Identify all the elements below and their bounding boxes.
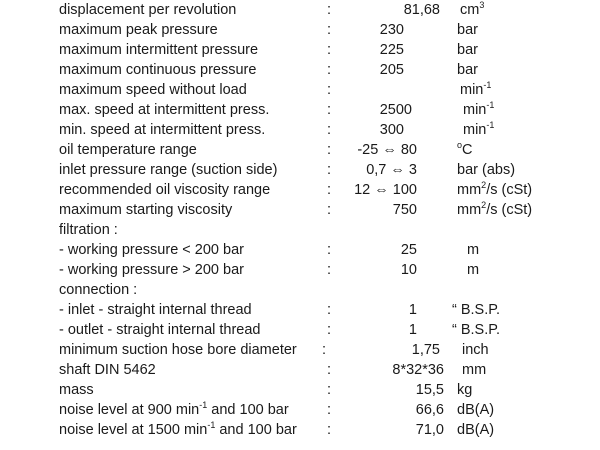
spec-unit: “ B.S.P. [452, 322, 501, 338]
spec-value: 81,68 [403, 2, 440, 18]
spec-row [0, 300, 600, 320]
spec-value: 1 [408, 302, 417, 318]
spec-value: 66,6 [415, 402, 444, 418]
spec-separator: : [327, 82, 332, 98]
spec-unit: mm [462, 362, 487, 378]
spec-row [0, 140, 600, 160]
spec-row [0, 80, 600, 100]
spec-label: maximum continuous pressure [59, 62, 257, 78]
spec-row [0, 120, 600, 140]
spec-label: connection : [59, 282, 138, 298]
spec-row [0, 380, 600, 400]
spec-row [0, 40, 600, 60]
spec-label: - outlet - straight internal thread [59, 322, 261, 338]
spec-row [0, 20, 600, 40]
spec-separator: : [327, 422, 332, 438]
spec-unit: $^o$C [457, 140, 473, 158]
spec-label: noise level at 1500 $\min^{-1}$ and 100 bar [59, 420, 297, 438]
spec-label: noise level at 900 $\min^{-1}$ and 100 bar [59, 400, 289, 418]
spec-label: recommended oil viscosity range [59, 182, 271, 198]
spec-unit: bar [457, 62, 478, 78]
spec-value: 2500 [379, 102, 412, 118]
spec-separator: : [327, 322, 332, 338]
spec-value: 71,0 [415, 422, 444, 438]
spec-label: maximum intermittent pressure [59, 42, 259, 58]
spec-label: min. speed at intermittent press. [59, 122, 266, 138]
spec-value: 8*32*36 [392, 362, 444, 378]
spec-row [0, 320, 600, 340]
spec-label: - working pressure > 200 bar [59, 262, 244, 278]
spec-unit: “ B.S.P. [452, 302, 501, 318]
spec-row [0, 60, 600, 80]
spec-separator: : [327, 142, 332, 158]
spec-label: maximum speed without load [59, 82, 247, 98]
spec-row [0, 280, 600, 300]
spec-unit: $\min^{-1}$ [460, 80, 492, 98]
spec-row [0, 200, 600, 220]
spec-value: 1,75 [411, 342, 440, 358]
spec-row [0, 240, 600, 260]
spec-label: mass [59, 382, 94, 398]
spec-row [0, 100, 600, 120]
spec-separator: : [327, 62, 332, 78]
spec-unit: $mm^2/s$ (cSt) [457, 200, 533, 218]
spec-unit: $cm^3$ [460, 0, 485, 18]
spec-label: maximum peak pressure [59, 22, 218, 38]
spec-row [0, 340, 600, 360]
spec-row [0, 260, 600, 280]
spec-separator: : [327, 262, 332, 278]
spec-row [0, 0, 600, 20]
spec-value: 1 [408, 322, 417, 338]
spec-row [0, 420, 600, 440]
spec-value: 10 [400, 262, 417, 278]
spec-separator: : [327, 202, 332, 218]
spec-label: maximum starting viscosity [59, 202, 233, 218]
spec-separator: : [327, 362, 332, 378]
spec-unit: kg [457, 382, 473, 398]
spec-label: oil temperature range [59, 142, 197, 158]
spec-unit: bar [457, 22, 478, 38]
spec-separator: : [327, 302, 332, 318]
spec-unit: dB(A) [457, 402, 495, 418]
spec-value: 205 [379, 62, 404, 78]
spec-value: -25 ⇔ 80 [357, 142, 417, 158]
spec-separator: : [327, 122, 332, 138]
spec-label: filtration : [59, 222, 118, 238]
spec-separator: : [327, 2, 332, 18]
spec-value: 25 [400, 242, 417, 258]
spec-unit: $\min^{-1}$ [463, 100, 495, 118]
spec-label: - inlet - straight internal thread [59, 302, 252, 318]
spec-row [0, 360, 600, 380]
spec-row [0, 400, 600, 420]
spec-value: 15,5 [415, 382, 444, 398]
spec-value: 12 ⇔ 100 [354, 182, 417, 198]
spec-unit: bar [457, 42, 478, 58]
spec-value: 750 [392, 202, 417, 218]
spec-unit: $mm^2/s$ (cSt) [457, 180, 533, 198]
spec-separator: : [327, 42, 332, 58]
spec-row [0, 160, 600, 180]
spec-separator: : [327, 382, 332, 398]
spec-value: 0,7 ⇔ 3 [366, 162, 417, 178]
spec-separator: : [322, 342, 327, 358]
spec-label: minimum suction hose bore diameter [59, 342, 297, 358]
spec-unit: dB(A) [457, 422, 495, 438]
spec-separator: : [327, 22, 332, 38]
spec-unit: $\min^{-1}$ [463, 120, 495, 138]
spec-label: inlet pressure range (suction side) [59, 162, 278, 178]
spec-unit: m [467, 242, 480, 258]
spec-separator: : [327, 402, 332, 418]
spec-value: 230 [379, 22, 404, 38]
spec-label: displacement per revolution [59, 2, 237, 18]
spec-row [0, 220, 600, 240]
spec-value: 225 [379, 42, 404, 58]
spec-separator: : [327, 102, 332, 118]
spec-separator: : [327, 242, 332, 258]
spec-label: - working pressure < 200 bar [59, 242, 244, 258]
spec-label: max. speed at intermittent press. [59, 102, 270, 118]
spec-separator: : [327, 182, 332, 198]
spec-unit: inch [462, 342, 489, 358]
spec-label: shaft DIN 5462 [59, 362, 156, 378]
spec-row [0, 180, 600, 200]
spec-separator: : [327, 162, 332, 178]
spec-value: 300 [379, 122, 404, 138]
spec-unit: m [467, 262, 480, 278]
spec-unit: bar (abs) [457, 162, 516, 178]
